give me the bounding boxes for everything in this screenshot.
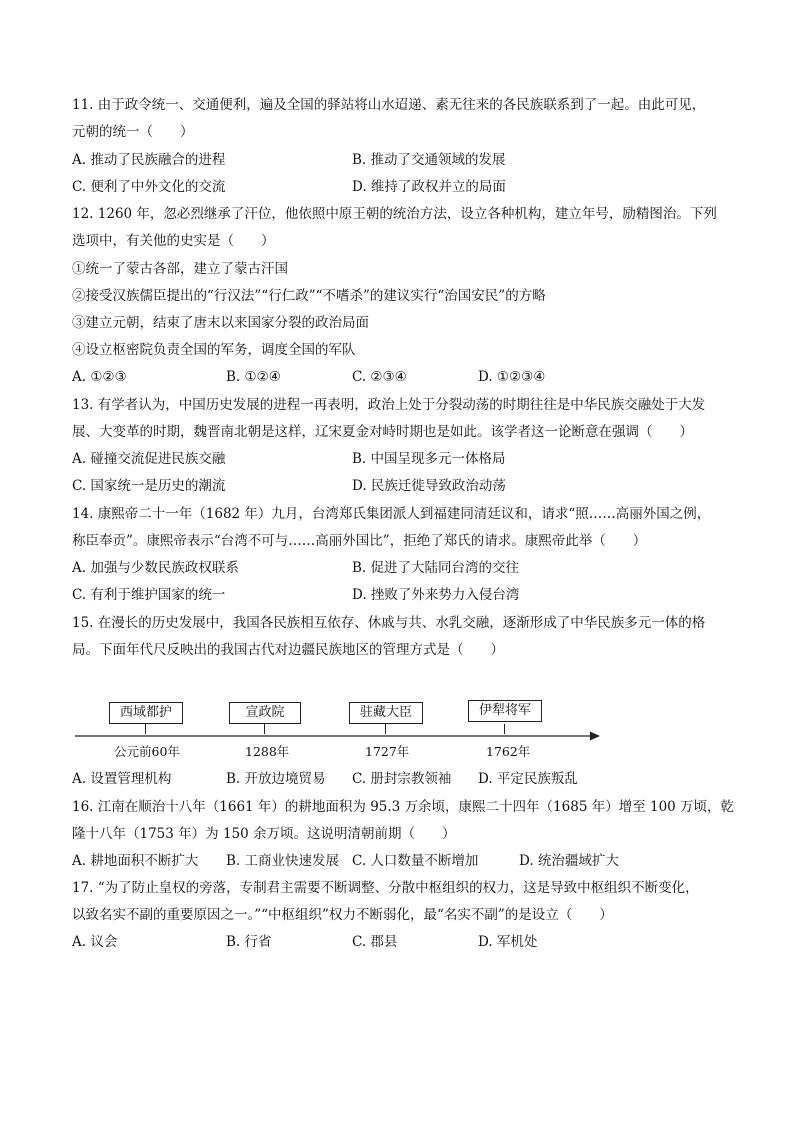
q12-stem-line1: 12. 1260 年，忽必烈继承了汗位，他依照中原王朝的统治方法，设立各种机构，建立年号，励精图治。下列 [72,206,717,222]
timeline-year: 公元前60年 [114,744,180,759]
q13-stem-line2: 展、大变革的时期，魏晋南北朝是这样，辽宋夏金对峙时期也是如此。该学者这一论断意在强调（ ） [72,424,693,440]
timeline-year: 1288年 [245,744,290,759]
q15-stem-line2: 局。下面年代尺反映出的我国古代对边疆民族地区的管理方式是（ ） [72,642,504,658]
q12-statement-2: ②接受汉族儒臣提出的“行汉法”“行仁政”“不嗜杀”的建议实行“治国安民”的方略 [72,288,546,304]
q17-option-a: A. 议会 [72,934,118,950]
q13-option-c: C. 国家统一是历史的潮流 [72,478,226,494]
timeline-tick [145,724,146,734]
q11-option-d: D. 维持了政权并立的局面 [352,179,506,195]
timeline-tick [385,724,386,734]
q15-option-b: B. 开放边境贸易 [226,771,326,787]
q16-option-d: D. 统治疆域扩大 [519,853,619,869]
q14-option-d: D. 挫败了外来势力入侵台湾 [352,587,520,603]
q17-stem-line2: 以致名实不副的重要原因之一。”“中枢组织”权力不断弱化，最“名实不副”的是设立（ ） [72,907,613,923]
q13-option-b: B. 中国呈现多元一体格局 [352,451,506,467]
q14-option-b: B. 促进了大陆同台湾的交往 [352,560,520,576]
q17-option-d: D. 军机处 [478,934,538,950]
q16-stem-line2: 隆十八年（1753 年）为 150 余万顷。这说明清朝前期（ ） [72,826,456,842]
timeline-event-label: 西域都护 [109,702,183,724]
timeline-event-label: 宣政院 [229,702,301,724]
q11-option-a: A. 推动了民族融合的进程 [72,152,226,168]
q16-option-a: A. 耕地面积不断扩大 [72,853,199,869]
q17-option-b: B. 行省 [226,934,272,950]
q16-option-b: B. 工商业快速发展 [226,853,340,869]
q14-stem-line2: 称臣奉贡”。康熙帝表示“台湾不可与……高丽外国比”，拒绝了郑氏的请求。康熙帝此举（ ） [72,533,647,549]
q11-stem-line2: 元朝的统一（ ） [72,124,194,140]
timeline-tick [264,724,265,734]
q14-option-a: A. 加强与少数民族政权联系 [72,560,239,576]
timeline-tick [504,724,505,734]
q17-option-c: C. 郡县 [352,934,398,950]
timeline-axis-arrow [70,728,605,744]
q15-option-c: C. 册封宗教领袖 [352,771,452,787]
q13-option-a: A. 碰撞交流促进民族交融 [72,451,226,467]
timeline-year: 1762年 [486,744,531,759]
q14-stem-line1: 14. 康熙帝二十一年（1682 年）九月，台湾郑氏集团派人到福建同清廷议和，请求“照……高丽外国之例， [72,506,711,522]
q12-statement-4: ④设立枢密院负责全国的军务，调度全国的军队 [72,342,356,358]
q11-stem-line1: 11. 由于政令统一、交通便利，遍及全国的驿站将山水迢递、素无往来的各民族联系到了一起。由此可见， [72,97,706,113]
q15-option-d: D. 平定民族叛乱 [478,771,578,787]
q15-option-a: A. 设置管理机构 [72,771,172,787]
q12-option-c: C. ②③④ [352,369,407,385]
timeline-event-label: 驻藏大臣 [349,702,423,724]
q12-option-d: D. ①②③④ [478,369,546,385]
q12-option-b: B. ①②④ [226,369,281,385]
q13-option-d: D. 民族迁徙导致政治动荡 [352,478,506,494]
q16-option-c: C. 人口数量不断增加 [352,853,479,869]
q13-stem-line1: 13. 有学者认为，中国历史发展的进程一再表明，政治上处于分裂动荡的时期往往是中华民族交融处于大发 [72,397,706,413]
q12-statement-3: ③建立元朝，结束了唐末以来国家分裂的政治局面 [72,315,369,331]
timeline-year: 1727年 [365,744,410,759]
q12-option-a: A. ①②③ [72,369,127,385]
q14-option-c: C. 有利于维护国家的统一 [72,587,226,603]
q15-stem-line1: 15. 在漫长的历史发展中，我国各民族相互依存、休戚与共、水乳交融，逐渐形成了中华民族多元一体的格 [72,615,706,631]
q12-stem-line2: 选项中，有关他的史实是（ ） [72,233,275,249]
timeline-event-label: 伊犁将军 [468,700,542,722]
q12-statement-1: ①统一了蒙古各部，建立了蒙古汗国 [72,261,288,277]
q11-option-c: C. 便利了中外文化的交流 [72,179,226,195]
q17-stem-line1: 17. “为了防止皇权的旁落，专制君主需要不断调整、分散中枢组织的权力，这是导致中枢组织不断变化， [72,880,699,896]
q16-stem-line1: 16. 江南在顺治十八年（1661 年）的耕地面积为 95.3 万余顷，康熙二十四年（1685 年）增至 100 万顷，乾 [72,799,735,815]
q11-option-b: B. 推动了交通领域的发展 [352,152,506,168]
